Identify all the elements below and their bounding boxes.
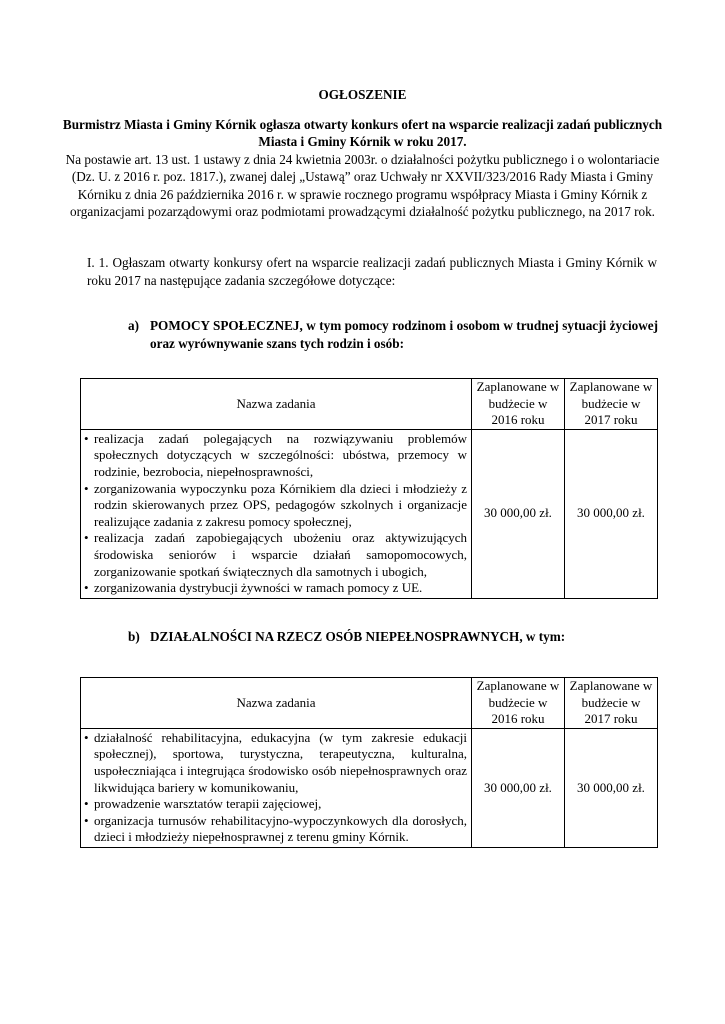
section-heading-b bbox=[128, 628, 658, 646]
column-header-2017: Zaplanowane w budżecie w 2017 roku bbox=[565, 379, 658, 430]
list-item: • realizacja zadań polegających na rozwiązywaniu problemów społecznych dotyczących w szczególności: ubóstwa, przemocy w rodzinie, bezrobocia, niepełnosprawności, bbox=[84, 431, 467, 481]
section-title: DZIAŁALNOŚCI NA RZECZ OSÓB NIEPEŁNOSPRAWNYCH, w tym: bbox=[150, 629, 566, 644]
section-heading-a bbox=[128, 317, 658, 353]
amount-2016: 30 000,00 zł. bbox=[472, 728, 565, 847]
list-item: • zorganizowania dystrybucji żywności w ramach pomocy z UE. bbox=[84, 580, 467, 597]
list-item: • działalność rehabilitacyjna, edukacyjna (w tym zakresie edukacji społecznej), sportowa, turystyczna, terapeutyczna, kulturalna, uspołeczniająca i integrująca środowisko osób niepełnosprawnych oraz likwidująca bariery w komunikowaniu, bbox=[84, 730, 467, 796]
column-header-2016: Zaplanowane w budżecie w 2016 roku bbox=[472, 379, 565, 430]
list-item: • zorganizowania wypoczynku poza Kórnikiem dla dzieci i młodzieży z rodzin skierowanych przez OPS, pedagogów szkolnych i organizacje realizujące zadania z zakresu pomocy społecznej, bbox=[84, 481, 467, 531]
amount-2017: 30 000,00 zł. bbox=[565, 728, 658, 847]
task-list bbox=[84, 431, 467, 597]
table-header-row bbox=[81, 678, 658, 729]
announcement-header bbox=[60, 116, 665, 220]
section-marker: b) bbox=[128, 629, 140, 644]
task-list bbox=[84, 730, 467, 846]
table-row bbox=[81, 728, 658, 847]
amount-2017: 30 000,00 zł. bbox=[565, 429, 658, 598]
section-marker: a) bbox=[128, 318, 139, 333]
list-item: • realizacja zadań zapobiegających ubożeniu oraz aktywizujących środowiska seniorów i wsparcie działań samopomocowych, zorganizowanie spotkań świątecznych dla samotnych i ubogich, bbox=[84, 530, 467, 580]
column-header-2017: Zaplanowane w budżecie w 2017 roku bbox=[565, 678, 658, 729]
tasks-table-b bbox=[80, 677, 658, 848]
task-list-cell bbox=[81, 728, 472, 847]
amount-2016: 30 000,00 zł. bbox=[472, 429, 565, 598]
task-list-cell bbox=[81, 429, 472, 598]
column-header-name: Nazwa zadania bbox=[81, 678, 472, 729]
table-header-row bbox=[81, 379, 658, 430]
legal-basis: Na postawie art. 13 ust. 1 ustawy z dnia 24 kwietnia 2003r. o działalności pożytku publicznego i o wolontariacie (Dz. U. z 2016 r. poz. 1817.), zwanej dalej „Ustawą” oraz Uchwały nr XXVII/323/2016 Rady Miasta i Gminy Kórniku z dnia 26 października 2016 r. w sprawie rocznego programu współpracy Miasta i Gminy Kórnik z organizacjami pozarządowymi oraz podmiotami prowadzącymi działalność pożytku publicznego, na 2017 rok. bbox=[65, 151, 660, 220]
list-item: • organizacja turnusów rehabilitacyjno-wypoczynkowych dla dorosłych, dzieci i młodzieży niepełnosprawnej z terenu gminy Kórnik. bbox=[84, 813, 467, 846]
section-title: POMOCY SPOŁECZNEJ, w tym pomocy rodzinom i osobom w trudnej sytuacji życiowej oraz wyrównywanie szans tych rodzin i osób: bbox=[150, 318, 658, 351]
tasks-table-a bbox=[80, 378, 658, 599]
table-row bbox=[81, 429, 658, 598]
intro-paragraph: I. 1. Ogłaszam otwarty konkursy ofert na wsparcie realizacji zadań publicznych Miasta i Gminy Kórnik w roku 2017 na następujące zadania szczegółowe dotyczące: bbox=[87, 255, 657, 288]
list-item: • prowadzenie warsztatów terapii zajęciowej, bbox=[84, 796, 467, 813]
column-header-2016: Zaplanowane w budżecie w 2016 roku bbox=[472, 678, 565, 729]
column-header-name: Nazwa zadania bbox=[81, 379, 472, 430]
document-title: OGŁOSZENIE bbox=[318, 87, 407, 102]
announcement-lead: Burmistrz Miasta i Gminy Kórnik ogłasza otwarty konkurs ofert na wsparcie realizacji zadań publicznych Miasta i Gminy Kórnik w roku 2017. bbox=[62, 117, 663, 150]
